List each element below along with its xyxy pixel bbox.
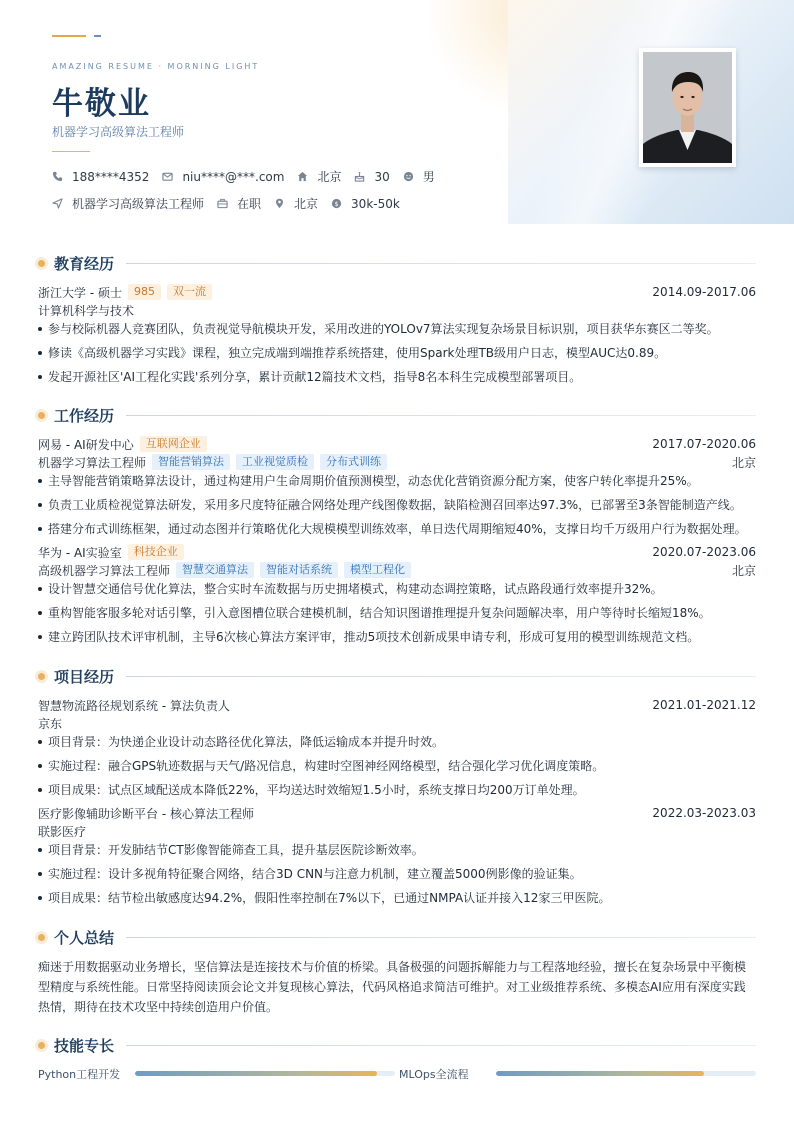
avatar [643,52,732,163]
list-item: 项目背景：为快递企业设计动态路径优化算法，降低运输成本并提升时效。 [38,734,756,750]
education-date: 2014.09-2017.06 [652,285,756,299]
home-icon [297,171,308,182]
section-dot [38,412,45,419]
gender-item [403,168,435,185]
status-value: 在职 [237,197,262,211]
section-education [38,254,756,272]
list-item: 项目背景：开发肺结节CT影像智能筛查工具，提升基层医院诊断效率。 [38,842,756,858]
status-item [217,195,261,212]
svg-text:$: $ [334,199,339,208]
skill-name: Python工程开发 [38,1068,121,1081]
section-title: 教育经历 [54,254,115,273]
major-value: 计算机科学与技术 [38,303,135,318]
phone-item [52,170,149,184]
face-icon [403,171,414,182]
salary-value: 30k-50k [351,196,400,211]
skill-tag: 分布式训练 [320,454,387,470]
skill-tag: 工业视觉质检 [236,454,314,470]
project-name: 智慧物流路径规划系统 - 算法负责人 [38,698,230,713]
skill-tag: 智慧交通算法 [176,562,254,578]
list-item: 主导智能营销策略算法设计，通过构建用户生命周期价值预测模型，动态优化营销资源分配方案，使客户转化率提升25%。 [38,473,756,489]
section-dot [38,1042,45,1049]
work-city: 北京 [731,455,756,470]
work-city: 北京 [731,563,756,578]
school-name: 浙江大学 - 硕士 [38,285,122,300]
list-item: 设计智慧交通信号优化算法，整合实时车流数据与历史拥堵模式，构建动态调控策略，试点路段通行效率提升32%。 [38,581,756,597]
email-value: niu****@***.com [182,169,285,184]
company-tag: 科技企业 [128,544,184,560]
work-role [38,562,756,578]
send-icon [52,198,63,209]
section-projects [38,667,756,685]
role-name: 高级机器学习算法工程师 [38,563,171,578]
section-dot [38,934,45,941]
school-tag: 985 [128,284,161,300]
list-item: 发起开源社区'AI工程化实践'系列分享，累计贡献12篇技术文档，指导8名本科生完成模型部署项目。 [38,369,756,385]
list-item: 项目成果：结节检出敏感度达94.2%，假阳性率控制在7%以下，已通过NMPA认证并接入12家三甲医院。 [38,890,756,906]
phone-value: 188****4352 [72,169,150,184]
summary-text: 痴迷于用数据驱动业务增长，坚信算法是连接技术与价值的桥梁。具备极强的问题拆解能力与工程落地经验，擅长在复杂场景中平衡模型精度与系统性能。日常坚持阅读顶会论文并复现核心算法，代码风格追求简洁可维护。对工业级推荐系统、多模态AI应用有深度实践热情，期待在技术攻坚中持续创造用户价值。 [38,960,747,1014]
target-city-item [274,195,318,212]
target-role-value: 机器学习高级算法工程师 [72,197,205,211]
mail-icon [162,171,173,182]
project-date: 2021.01-2021.12 [652,698,756,712]
age-value: 30 [374,169,390,184]
project-date: 2022.03-2023.03 [652,806,756,820]
briefcase-icon [217,198,228,209]
project-name: 医疗影像辅助诊断平台 - 核心算法工程师 [38,806,254,821]
org-name: 京东 [38,716,63,731]
education-major [38,302,756,318]
section-skills [38,1036,756,1054]
list-item: 项目成果：试点区域配送成本降低22%，平均送达时效缩短1.5小时，系统支撑日均200万订单处理。 [38,782,756,798]
work-header [38,544,756,560]
company-tag: 互联网企业 [140,436,207,452]
skill-item [399,1066,469,1082]
divider [52,151,90,152]
job-intent-row [52,195,413,212]
section-summary [38,928,756,946]
skill-name: MLOps全流程 [399,1068,469,1081]
project-org [38,823,756,839]
role-name: 机器学习算法工程师 [38,455,147,470]
list-item: 搭建分布式训练框架，通过动态图并行策略优化大规模模型训练效率，单日迭代周期缩短40%，支撑日均千万级用户行为数据处理。 [38,521,756,537]
list-item: 参与校际机器人竞赛团队，负责视觉导航模块开发，采用改进的YOLOv7算法实现复杂场景目标识别，项目获华东赛区二等奖。 [38,321,756,337]
company-name: 华为 - AI实验室 [38,545,122,560]
section-title: 项目经历 [54,667,115,686]
location-item [297,168,341,185]
project-org [38,715,756,731]
work-date: 2020.07-2023.06 [652,545,756,559]
email-item [162,170,284,184]
list-item: 重构智能客服多轮对话引擎，引入意图槽位联合建模机制，结合知识图谱推理提升复杂问题解决率，用户等待时长缩短18%。 [38,605,756,621]
school-tag: 双一流 [167,284,212,300]
map-pin-icon [274,198,285,209]
target-city-value: 北京 [294,197,319,211]
section-title: 技能专长 [54,1036,115,1055]
skill-tag: 智能对话系统 [260,562,338,578]
list-item: 修读《高级机器学习实践》课程，独立完成端到端推荐系统搭建，使用Spark处理TB级用户日志，模型AUC达0.89。 [38,345,756,361]
section-work [38,406,756,424]
list-item: 实施过程：设计多视角特征聚合网络，结合3D CNN与注意力机制，建立覆盖5000例影像的验证集。 [38,866,756,882]
skill-tag: 模型工程化 [344,562,411,578]
section-title: 个人总结 [54,928,115,947]
skill-tag: 智能营销算法 [152,454,230,470]
gender-value: 男 [422,170,435,184]
work-role [38,454,756,470]
org-name: 联影医疗 [38,824,87,839]
skill-bar [135,1071,395,1076]
age-item [354,170,389,184]
skill-level [135,1071,377,1076]
contact-row [52,168,448,185]
work-header [38,436,756,452]
phone-icon [52,171,63,182]
list-item: 建立跨团队技术评审机制，主导6次核心算法方案评审，推动5项技术创新成果申请专利，形成可复用的模型训练规范文档。 [38,629,756,645]
company-name: 网易 - AI研发中心 [38,437,134,452]
skill-item [38,1066,120,1082]
salary-item [331,197,400,211]
portrait-image [643,52,732,163]
skill-level [496,1071,704,1076]
location-value: 北京 [317,170,342,184]
skill-bar [496,1071,756,1076]
list-item: 负责工业质检视觉算法研发，采用多尺度特征融合网络处理产线图像数据，缺陷检测召回率达97.3%，已部署至3条智能制造产线。 [38,497,756,513]
section-dot [38,260,45,267]
work-date: 2017.07-2020.06 [652,437,756,451]
project-header [38,805,756,821]
profile-photo [639,48,736,167]
section-title: 工作经历 [54,406,115,425]
resume-tagline: AMAZING RESUME · MORNING LIGHT [52,62,260,71]
dollar-icon [331,198,342,209]
target-role-item [52,195,204,212]
candidate-title: 机器学习高级算法工程师 [52,125,185,139]
section-dot [38,673,45,680]
candidate-name: 牛敬业 [52,86,151,122]
cake-icon [354,171,365,182]
education-header [38,284,756,300]
project-header [38,697,756,713]
list-item: 实施过程：融合GPS轨迹数据与天气/路况信息，构建时空图神经网络模型，结合强化学习优化调度策略。 [38,758,756,774]
